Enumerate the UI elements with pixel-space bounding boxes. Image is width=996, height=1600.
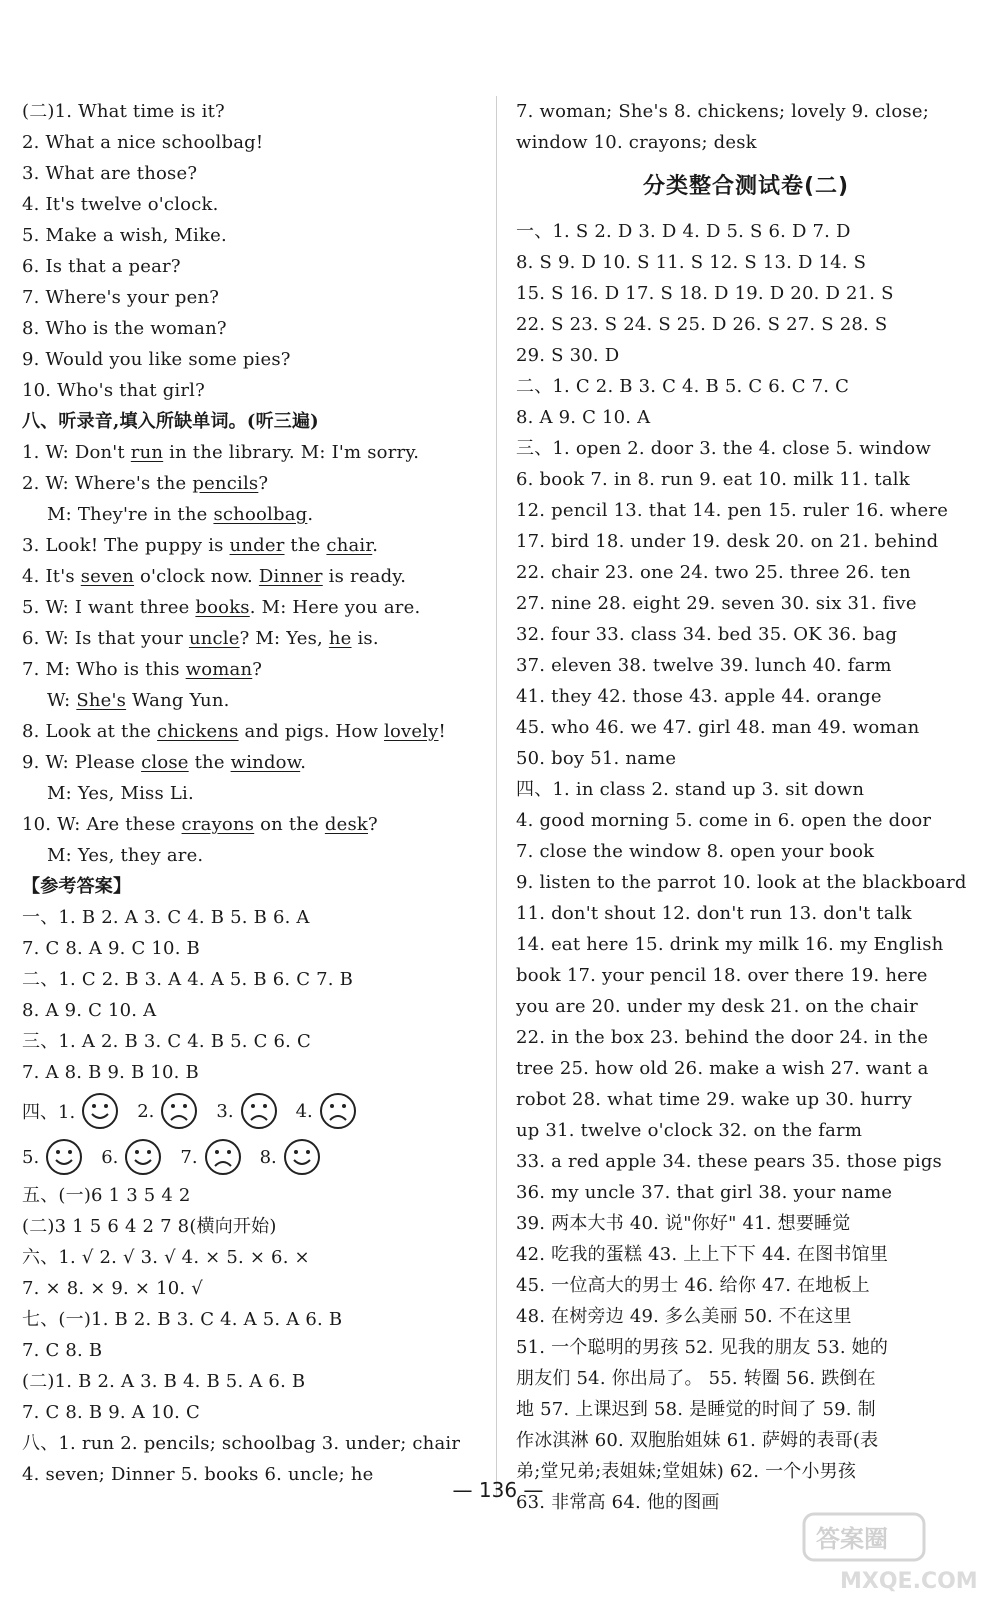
answer-line: 地 57. 上课迟到 58. 是睡觉的时间了 59. 制 xyxy=(516,1399,876,1420)
filled-word: window xyxy=(230,752,301,773)
answer-line: 22. chair 23. one 24. two 25. three 26. ten xyxy=(516,562,911,583)
answer-line: 8. S 9. D 10. S 11. S 12. S 13. D 14. S xyxy=(516,252,867,273)
filled-word: schoolbag xyxy=(213,504,308,525)
answer-line: 33. a red apple 34. these pears 35. those pigs xyxy=(516,1151,942,1172)
answer-line: 7. Where's your pen? xyxy=(22,287,220,308)
section-title: 分类整合测试卷(二) xyxy=(642,174,850,199)
filled-word: books xyxy=(195,597,250,618)
face-answers-row xyxy=(22,1088,477,1134)
filled-word: close xyxy=(141,752,189,773)
watermark-text: 答案圈 xyxy=(816,1525,888,1553)
answer-line: 六、1. √ 2. √ 3. √ 4. × 5. × 6. × xyxy=(22,1247,310,1268)
answer-line: 10. Who's that girl? xyxy=(22,380,205,401)
answer-line: 22. in the box 23. behind the door 24. in the xyxy=(516,1027,929,1048)
answer-line: 四、1. in class 2. stand up 3. sit down xyxy=(516,779,865,800)
answer-line: window 10. crayons; desk xyxy=(516,132,757,153)
answer-line: 7. close the window 8. open your book xyxy=(516,841,875,862)
answer-line: 8. A 9. C 10. A xyxy=(516,407,651,428)
answer-line: 4. It's twelve o'clock. xyxy=(22,194,219,215)
answer-line: 6. Is that a pear? xyxy=(22,256,181,277)
answer-line: 二、1. C 2. B 3. C 4. B 5. C 6. C 7. C xyxy=(516,376,850,397)
answer-line: 32. four 33. class 34. bed 35. OK 36. bag xyxy=(516,624,898,645)
answer-line: 二、1. C 2. B 3. A 4. A 5. B 6. C 7. B xyxy=(22,969,354,990)
answer-line: 4. good morning 5. come in 6. open the door xyxy=(516,810,932,831)
smiley-face-icon xyxy=(124,1138,162,1176)
answer-line: 三、1. open 2. door 3. the 4. close 5. window xyxy=(516,438,931,459)
filled-word: run xyxy=(130,442,164,463)
answer-line: (二)1. B 2. A 3. B 4. B 5. A 6. B xyxy=(22,1371,306,1392)
answer-line: 22. S 23. S 24. S 25. D 26. S 27. S 28. S xyxy=(516,314,888,335)
dialogue-line: 7. M: Who is this woman? xyxy=(22,659,263,680)
answer-line: 27. nine 28. eight 29. seven 30. six 31. five xyxy=(516,593,917,614)
reference-answers-heading: 【参考答案】 xyxy=(22,876,132,897)
dialogue-line: 6. W: Is that your uncle? M: Yes, he is. xyxy=(22,628,379,649)
answer-line: 4. seven; Dinner 5. books 6. uncle; he xyxy=(22,1464,374,1485)
answer-line: 9. listen to the parrot 10. look at the blackboard xyxy=(516,872,967,893)
answer-line: 50. boy 51. name xyxy=(516,748,677,769)
answer-line: 42. 吃我的蛋糕 43. 上上下下 44. 在图书馆里 xyxy=(516,1244,889,1265)
answer-line: 8. A 9. C 10. A xyxy=(22,1000,157,1021)
filled-word: uncle xyxy=(188,628,240,649)
answer-line: up 31. twelve o'clock 32. on the farm xyxy=(516,1120,863,1141)
dialogue-line: M: They're in the schoolbag. xyxy=(47,504,314,525)
filled-word: chickens xyxy=(157,721,239,742)
answer-line: you are 20. under my desk 21. on the chair xyxy=(516,996,918,1017)
answer-line: 8. Who is the woman? xyxy=(22,318,227,339)
answer-line: 48. 在树旁边 49. 多么美丽 50. 不在这里 xyxy=(516,1306,852,1327)
face-item-label: 2. xyxy=(137,1100,155,1122)
face-item-label: 6. xyxy=(101,1146,119,1168)
dialogue-line: 3. Look! The puppy is under the chair. xyxy=(22,535,379,556)
answer-line: 三、1. A 2. B 3. C 4. B 5. C 6. C xyxy=(22,1031,311,1052)
answer-line: 7. A 8. B 9. B 10. B xyxy=(22,1062,199,1083)
answer-line: 51. 一个聪明的男孩 52. 见我的朋友 53. 她的 xyxy=(516,1337,889,1358)
answer-line: 3. What are those? xyxy=(22,163,198,184)
answer-line: 作冰淇淋 60. 双胞胎姐妹 61. 萨姆的表哥(表 xyxy=(516,1430,879,1451)
page-number: — 136 — xyxy=(452,1478,544,1502)
face-answers-row xyxy=(22,1134,477,1180)
column-divider xyxy=(496,96,497,1496)
face-item-label: 7. xyxy=(180,1146,198,1168)
answer-line: 5. Make a wish, Mike. xyxy=(22,225,227,246)
filled-word: crayons xyxy=(181,814,255,835)
smiley-face-icon xyxy=(45,1138,83,1176)
answer-line: 7. C 8. B xyxy=(22,1340,103,1361)
answer-line: (二)1. What time is it? xyxy=(22,101,225,122)
dialogue-line: 1. W: Don't run in the library. M: I'm sorry. xyxy=(22,442,420,463)
answer-line: 36. my uncle 37. that girl 38. your name xyxy=(516,1182,893,1203)
face-item-label: 5. xyxy=(22,1146,40,1168)
answer-line: 7. C 8. A 9. C 10. B xyxy=(22,938,200,959)
answer-line: 45. who 46. we 47. girl 48. man 49. woman xyxy=(516,717,920,738)
answer-line: 37. eleven 38. twelve 39. lunch 40. farm xyxy=(516,655,892,676)
dialogue-line: W: She's Wang Yun. xyxy=(47,690,230,711)
dialogue-line: 2. W: Where's the pencils? xyxy=(22,473,269,494)
smiley-face-icon xyxy=(81,1092,119,1130)
filled-word: She's xyxy=(76,690,127,711)
dialogue-line: 10. W: Are these crayons on the desk? xyxy=(22,814,378,835)
filled-word: seven xyxy=(80,566,135,587)
answer-line: 一、1. B 2. A 3. C 4. B 5. B 6. A xyxy=(22,907,310,928)
sad-face-icon xyxy=(204,1138,242,1176)
answer-line: 45. 一位高大的男士 46. 给你 47. 在地板上 xyxy=(516,1275,870,1296)
filled-word: Dinner xyxy=(258,566,323,587)
answer-line: 15. S 16. D 17. S 18. D 19. D 20. D 21. S xyxy=(516,283,894,304)
dialogue-line: 8. Look at the chickens and pigs. How lovely! xyxy=(22,721,446,742)
answer-line: 9. Would you like some pies? xyxy=(22,349,291,370)
filled-word: chair xyxy=(326,535,373,556)
answer-line: 12. pencil 13. that 14. pen 15. ruler 16. where xyxy=(516,500,949,521)
answer-line: 6. book 7. in 8. run 9. eat 10. milk 11. talk xyxy=(516,469,910,490)
watermark-logo xyxy=(800,1510,986,1594)
sad-face-icon xyxy=(240,1092,278,1130)
answer-line: 七、(一)1. B 2. B 3. C 4. A 5. A 6. B xyxy=(22,1309,343,1330)
face-item-label: 四、1. xyxy=(22,1102,76,1123)
face-item-label: 3. xyxy=(216,1100,234,1122)
answer-line: 五、(一)6 1 3 5 4 2 xyxy=(22,1185,191,1206)
answer-line: 弟;堂兄弟;表姐妹;堂姐妹) 62. 一个小男孩 xyxy=(516,1461,857,1482)
sad-face-icon xyxy=(160,1092,198,1130)
answer-line: 14. eat here 15. drink my milk 16. my English xyxy=(516,934,944,955)
answer-line: 41. they 42. those 43. apple 44. orange xyxy=(516,686,882,707)
answer-list xyxy=(516,216,976,1518)
answer-line: 63. 非常高 64. 他的图画 xyxy=(516,1492,720,1513)
face-item-label: 8. xyxy=(259,1146,277,1168)
filled-word: woman xyxy=(185,659,253,680)
filled-word: he xyxy=(328,628,352,649)
answer-line: 朋友们 54. 你出局了。 55. 转圈 56. 跌倒在 xyxy=(516,1368,876,1389)
answer-line: 一、1. S 2. D 3. D 4. D 5. S 6. D 7. D xyxy=(516,221,851,242)
answer-line: 7. C 8. B 9. A 10. C xyxy=(22,1402,200,1423)
right-column xyxy=(516,96,976,1518)
answer-line: 39. 两本大书 40. 说"你好" 41. 想要睡觉 xyxy=(516,1213,851,1234)
answer-line: 11. don't shout 12. don't run 13. don't talk xyxy=(516,903,912,924)
filled-word: pencils xyxy=(192,473,259,494)
watermark-url: MXQE.COM xyxy=(840,1569,978,1594)
dialogue-line: 5. W: I want three books. M: Here you are. xyxy=(22,597,421,618)
answer-line: tree 25. how old 26. make a wish 27. want a xyxy=(516,1058,929,1079)
left-column xyxy=(22,96,477,1490)
answer-line: robot 28. what time 29. wake up 30. hurry xyxy=(516,1089,912,1110)
answer-line: (二)3 1 5 6 4 2 7 8(横向开始) xyxy=(22,1216,277,1237)
answer-line: book 17. your pencil 18. over there 19. here xyxy=(516,965,928,986)
filled-word: desk xyxy=(324,814,369,835)
smiley-face-icon xyxy=(283,1138,321,1176)
face-item-label: 4. xyxy=(295,1100,313,1122)
dialogue-line: M: Yes, they are. xyxy=(47,845,204,866)
filled-word: under xyxy=(229,535,285,556)
filled-word: lovely xyxy=(384,721,439,742)
answer-line: 29. S 30. D xyxy=(516,345,620,366)
answer-line: 八、1. run 2. pencils; schoolbag 3. under; chair xyxy=(22,1433,461,1454)
dialogue-line: M: Yes, Miss Li. xyxy=(47,783,194,804)
dialogue-line: 9. W: Please close the window. xyxy=(22,752,307,773)
sad-face-icon xyxy=(319,1092,357,1130)
dialogue-line: 4. It's seven o'clock now. Dinner is ready. xyxy=(22,566,407,587)
answer-line: 17. bird 18. under 19. desk 20. on 21. behind xyxy=(516,531,939,552)
answer-line: 7. woman; She's 8. chickens; lovely 9. close; xyxy=(516,101,929,122)
section-heading: 八、听录音,填入所缺单词。(听三遍) xyxy=(22,411,319,432)
answer-line: 7. × 8. × 9. × 10. √ xyxy=(22,1278,203,1299)
answer-line: 2. What a nice schoolbag! xyxy=(22,132,264,153)
